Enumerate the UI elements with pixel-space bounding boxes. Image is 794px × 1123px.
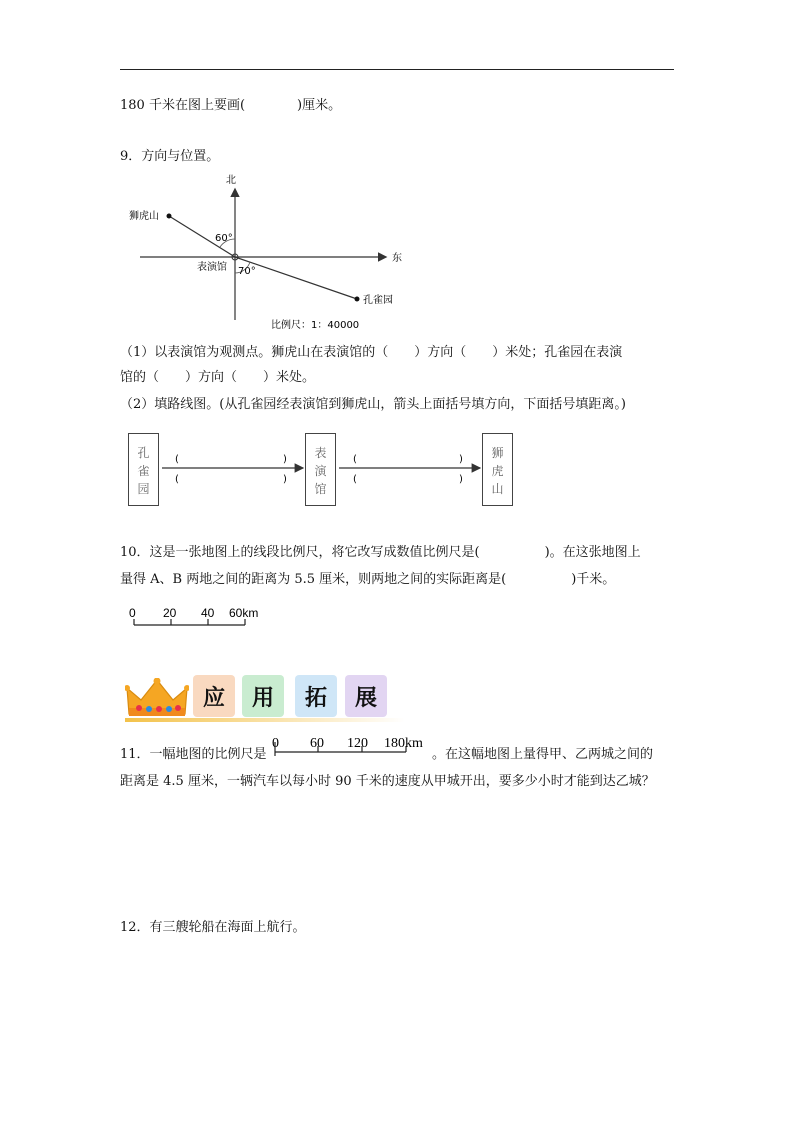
header-rule	[120, 69, 674, 70]
route-arrows	[157, 445, 487, 490]
q9-part1-line1: （1）以表演馆为观测点。狮虎山在表演馆的（ ）方向（ ）米处；孔雀园在表演	[120, 345, 623, 360]
lion-mountain-point	[167, 214, 172, 219]
q8-line: 180 千米在图上要画( )厘米。	[120, 98, 342, 113]
banner-tile-ying: 应	[193, 675, 235, 717]
arrow2-bottom-open-paren: (	[353, 474, 357, 485]
q11-scale-tick-120: 120	[347, 736, 368, 751]
line-to-peacock-garden	[235, 257, 357, 299]
direction-diagram	[120, 170, 410, 335]
banner-tile-yong: 用	[242, 675, 284, 717]
q11-scale-tick-180km: 180km	[384, 736, 423, 751]
banner-tile-zhan: 展	[345, 675, 387, 717]
arrow2-top-close-paren: )	[459, 454, 463, 465]
north-label: 北	[226, 175, 236, 186]
arrow1-top-open-paren: (	[175, 454, 179, 465]
q10-line-scale	[120, 602, 280, 632]
q10-line2: 量得 A、B 两地之间的距离为 5.5 厘米，则两地之间的实际距离是( )千米。	[120, 572, 616, 587]
route-box-performance-hall-label: 表演馆	[314, 446, 327, 496]
banner-tile-tuo: 拓	[295, 675, 337, 717]
peacock-garden-point	[355, 297, 360, 302]
peacock-garden-label: 孔雀园	[363, 295, 393, 306]
arrow2-bottom-close-paren: )	[459, 474, 463, 485]
q11-line2: 距离是 4.5 厘米，一辆汽车以每小时 90 千米的速度从甲城开出，要多少小时才能到达乙城？	[120, 774, 655, 789]
arrow1-top-close-paren: )	[283, 454, 287, 465]
lion-mountain-label: 狮虎山	[129, 211, 159, 222]
angle-70-label: 70°	[238, 266, 256, 277]
q10-scale-tick-0: 0	[129, 606, 136, 620]
q9-part1-line2: 馆的（ ）方向（ ）米处。	[120, 370, 316, 385]
q10-line1: 10．这是一张地图上的线段比例尺，将它改写成数值比例尺是( )。在这张地图上	[120, 545, 641, 560]
q10-scale-tick-60km: 60km	[229, 606, 259, 620]
q10-scale-tick-20: 20	[163, 606, 177, 620]
q11-scale-tick-0: 0	[272, 736, 279, 751]
arrow2-top-open-paren: (	[353, 454, 357, 465]
arrow1-bottom-close-paren: )	[283, 474, 287, 485]
crown-icon	[125, 678, 189, 720]
banner-underline	[125, 718, 405, 722]
q11-scale-tick-60: 60	[310, 736, 324, 751]
arrow1-bottom-open-paren: (	[175, 474, 179, 485]
route-box-peacock-garden-label: 孔雀园	[137, 446, 150, 496]
q12-line: 12．有三艘轮船在海面上航行。	[120, 920, 306, 935]
q11-suffix: 。在这幅地图上量得甲、乙两城之间的	[432, 747, 654, 762]
q10-scale-tick-40: 40	[201, 606, 215, 620]
east-label: 东	[392, 253, 402, 264]
q9-title: 9．方向与位置。	[120, 149, 220, 164]
angle-60-label: 60°	[215, 233, 233, 244]
route-box-lion-mountain-label: 狮虎山	[491, 446, 504, 496]
q11-prefix: 11．一幅地图的比例尺是	[120, 747, 267, 762]
route-box-peacock-garden	[128, 433, 159, 506]
performance-hall-label: 表演馆	[197, 262, 227, 273]
q11-line-scale	[266, 732, 438, 760]
q9-part2: （2）填路线图。(从孔雀园经表演馆到狮虎山，箭头上面括号填方向，下面括号填距离。)	[120, 397, 626, 412]
scale-label: 比例尺：1：40000	[271, 320, 360, 331]
